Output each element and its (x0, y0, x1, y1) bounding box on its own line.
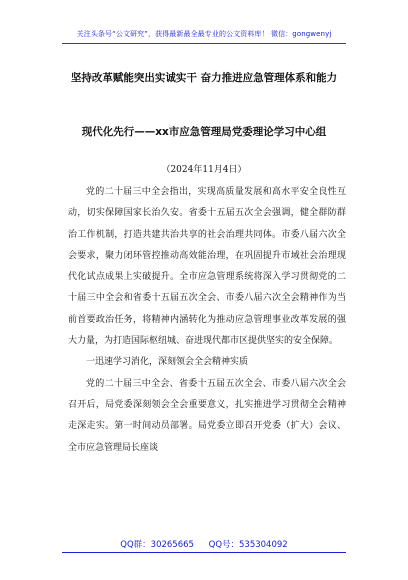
paragraph: 党的二十届三中全会、省委十五届五次全会、市委八届六次全会召开后，局党委深刻领会全会重要意义，扎实推进学习贯彻全会精神走深走实。第一时间动员部署。局党委立即召开党委（扩大）会议、全市应急管理局长座谈 (68, 378, 346, 453)
document-body (68, 182, 346, 459)
header-divider (62, 43, 346, 44)
footer-qq-group: QQ群：30265665 (120, 540, 194, 550)
document-title-line-2: 现代化先行——xx市应急管理局党委理论学习中心组 (81, 126, 327, 138)
footer-qq-number: QQ号：535304092 (208, 540, 288, 550)
document-date: （2024年11月4日） (161, 165, 247, 175)
header-notice: 关注头条号“公文研究”，获得最新最全最专业的公文资料库！ 微信：gongwenyj (76, 30, 332, 38)
section-heading: 一迅速学习消化，深刻领会全会精神实质 (86, 357, 249, 368)
paragraph: 党的二十届三中全会指出，实现高质量发展和高水平安全良性互动，切实保障国家长治久安。省委十五届五次全会强调，健全群防群治工作机制，打造共建共治共享的社会治理共同体。市委八届六次全会要求，聚力闭环管控推动高效能治理，在巩固提升市域社会治理现代化试点成果上实破提升。全市应急管理系统将深入学习贯彻党的二十届三中全会和省委十五届五次全会、市委八届六次全会精神作为当前首要政治任务，将精神内涵转化为推动应急管理事业改革发展的强大力量，为打造国际枢纽城、奋进现代都市区提供坚实的安全保障。 (68, 187, 346, 347)
footer-divider (62, 552, 346, 553)
footer-contacts (0, 538, 408, 550)
document-title-line-1: 坚持改革赋能突出实诚实干 奋力推进应急管理体系和能力 (70, 72, 338, 84)
